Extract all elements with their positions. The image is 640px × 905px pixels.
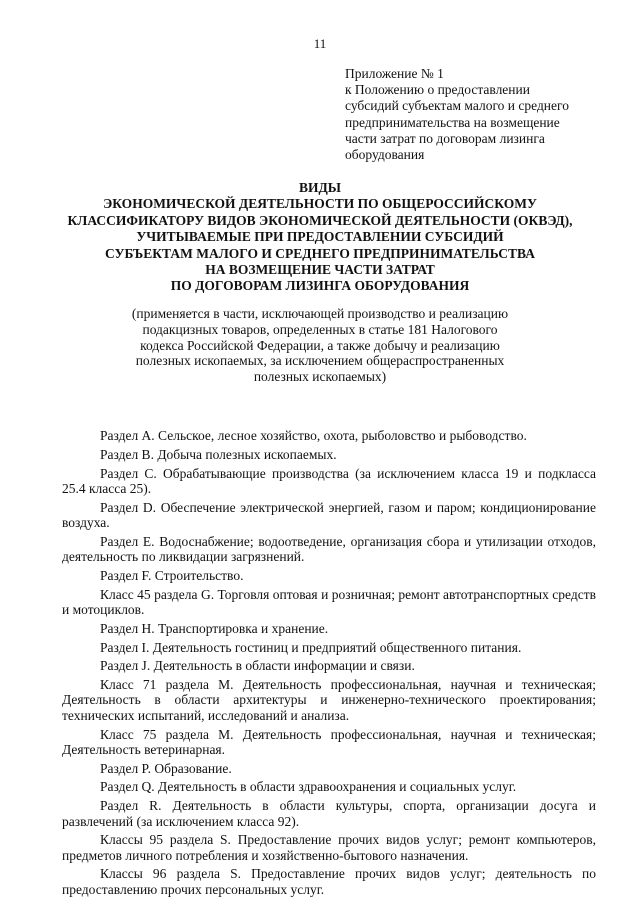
- appendix-line: субсидий субъектам малого и среднего: [345, 98, 569, 114]
- section-item: Раздел J. Деятельность в области информации и связи.: [100, 658, 415, 674]
- section-item: Раздел C. Обрабатывающие производства (за исключением класса 19 и подкласса 25.4 класса 25).: [62, 465, 596, 496]
- subtitle-line: полезных ископаемых, за исключением общераспространенных: [135, 353, 505, 369]
- section-item: Раздел D. Обеспечение электрической энергией, газом и паром; кондиционирование воздуха.: [62, 499, 596, 530]
- section-item: Раздел I. Деятельность гостиниц и предприятий общественного питания.: [100, 639, 522, 655]
- section-item: Раздел F. Строительство.: [100, 567, 244, 583]
- title-line: НА ВОЗМЕЩЕНИЕ ЧАСТИ ЗАТРАТ: [205, 262, 435, 278]
- section-item: Раздел B. Добыча полезных ископаемых.: [100, 446, 337, 462]
- section-item: Раздел P. Образование.: [100, 760, 232, 776]
- section-item: Раздел E. Водоснабжение; водоотведение, организация сбора и утилизации отходов, деятельность по ликвидации загрязнений.: [62, 533, 596, 565]
- section-item: Класс 71 раздела M. Деятельность профессиональная, научная и техническая; Деятельность в области архитектуры и инженерно-технического проектирования; технических испытаний, исследований и анализа.: [62, 677, 596, 723]
- subtitle-line: подакцизных товаров, определенных в статье 181 Налогового: [142, 321, 498, 337]
- section-item: Раздел R. Деятельность в области культуры, спорта, организации досуга и развлечений (за исключением класса 92).: [62, 798, 596, 829]
- section-item: Раздел A. Сельское, лесное хозяйство, охота, рыболовство и рыбоводство.: [100, 428, 527, 443]
- section-item: Класс 45 раздела G. Торговля оптовая и розничная; ремонт автотранспортных средств и мотоциклов.: [62, 586, 596, 617]
- title-line: ВИДЫ: [298, 180, 342, 195]
- appendix-line: к Положению о предоставлении: [345, 82, 530, 98]
- title-line: ЭКОНОМИЧЕСКОЙ ДЕЯТЕЛЬНОСТИ ПО ОБЩЕРОССИЙСКОМУ: [103, 196, 537, 212]
- subtitle-line: полезных ископаемых): [253, 369, 387, 385]
- appendix-line: оборудования: [345, 147, 425, 163]
- section-item: Раздел Q. Деятельность в области здравоохранения и социальных услуг.: [100, 779, 517, 795]
- section-item: Классы 95 раздела S. Предоставление прочих видов услуг; ремонт компьютеров, предметов личного потребления и хозяйственно-бытового назначения.: [62, 832, 596, 863]
- appendix-line: части затрат по договорам лизинга: [345, 130, 545, 146]
- title-line: КЛАССИФИКАТОРУ ВИДОВ ЭКОНОМИЧЕСКОЙ ДЕЯТЕЛЬНОСТИ (ОКВЭД),: [67, 212, 573, 228]
- title-line: ПО ДОГОВОРАМ ЛИЗИНГА ОБОРУДОВАНИЯ: [170, 278, 470, 294]
- appendix-header: [345, 66, 615, 163]
- subtitle-line: кодекса Российской Федерации, а также добычу и реализацию: [140, 337, 500, 353]
- document-subtitle: [100, 306, 540, 385]
- sections-list: [62, 428, 596, 901]
- appendix-line: предпринимательства на возмещение: [345, 114, 560, 130]
- document-title: [40, 180, 600, 295]
- appendix-line: Приложение № 1: [345, 66, 444, 81]
- title-line: СУБЪЕКТАМ МАЛОГО И СРЕДНЕГО ПРЕДПРИНИМАТЕЛЬСТВА: [105, 245, 535, 261]
- title-line: УЧИТЫВАЕМЫЕ ПРИ ПРЕДОСТАВЛЕНИИ СУБСИДИЙ: [136, 229, 504, 245]
- section-item: Классы 96 раздела S. Предоставление прочих видов услуг; деятельность по предоставлению прочих персональных услуг.: [62, 866, 596, 897]
- page-number: 11: [313, 36, 327, 51]
- subtitle-line: (применяется в части, исключающей производство и реализацию: [131, 306, 509, 321]
- section-item: Класс 75 раздела M. Деятельность профессиональная, научная и техническая; Деятельность ветеринарная.: [62, 726, 596, 757]
- section-item: Раздел H. Транспортировка и хранение.: [100, 620, 329, 636]
